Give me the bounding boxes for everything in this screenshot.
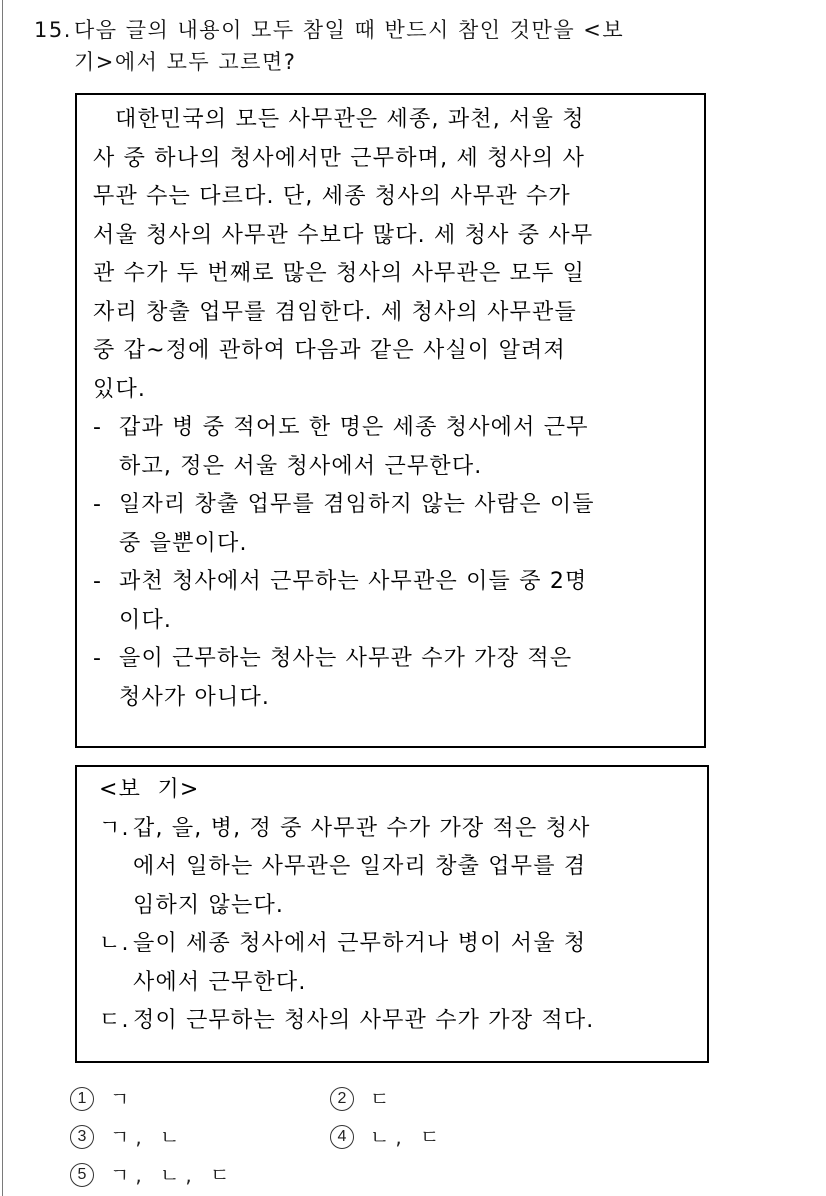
choice-text: ㄱ, ㄴ <box>110 1125 186 1149</box>
answer-choices <box>70 1080 590 1194</box>
bogi-item-giyeok <box>99 810 695 926</box>
passage-box <box>75 93 706 748</box>
dash-bullet: - <box>93 415 103 440</box>
bogi-line: 갑, 을, 병, 정 중 사무관 수가 가장 적은 청사 <box>133 815 591 841</box>
passage-fact-4 <box>93 640 691 717</box>
bogi-line: 을이 세종 청사에서 근무하거나 병이 서울 청 <box>133 931 587 956</box>
fact-line: 하고, 정은 서울 청사에서 근무한다. <box>119 453 483 479</box>
circled-number-icon: 5 <box>70 1163 94 1187</box>
passage-line: 있다. <box>93 376 147 402</box>
fact-line: 과천 청사에서 근무하는 사무관은 이들 중 2명 <box>119 569 588 594</box>
bogi-box <box>75 765 709 1063</box>
choice-1[interactable] <box>70 1080 330 1118</box>
bogi-line: 임하지 않는다. <box>133 892 285 918</box>
bogi-title: <보 기> <box>99 777 200 802</box>
choice-4[interactable] <box>330 1118 590 1156</box>
choice-text: ㄷ <box>370 1087 396 1111</box>
circled-number-icon: 1 <box>70 1087 94 1111</box>
circled-number-icon: 4 <box>330 1125 354 1149</box>
passage-intro <box>93 101 691 409</box>
passage-fact-2 <box>93 486 691 563</box>
fact-line: 이다. <box>119 607 173 633</box>
fact-line: 을이 근무하는 청사는 사무관 수가 가장 적은 <box>119 646 573 671</box>
choice-text: ㄴ, ㄷ <box>370 1125 446 1149</box>
fact-line: 중 을뿐이다. <box>119 530 248 556</box>
question-stem <box>34 14 754 78</box>
circled-number-icon: 3 <box>70 1125 94 1149</box>
fact-line: 청사가 아니다. <box>119 684 271 710</box>
choice-3[interactable] <box>70 1118 330 1156</box>
bogi-item-nieun <box>99 925 695 1002</box>
question-line-1 <box>34 14 754 46</box>
circled-number-icon: 2 <box>330 1087 354 1111</box>
passage-line: 사 중 하나의 청사에서만 근무하며, 세 청사의 사 <box>93 145 586 171</box>
question-number: 15. <box>34 18 72 42</box>
bogi-line: 사에서 근무한다. <box>133 969 307 995</box>
choice-2[interactable] <box>330 1080 590 1118</box>
choice-text: ㄱ, ㄴ, ㄷ <box>110 1163 236 1187</box>
passage-fact-1 <box>93 409 691 486</box>
choice-5[interactable] <box>70 1156 355 1194</box>
bogi-marker: ㄴ. <box>99 931 130 956</box>
dash-bullet: - <box>93 492 103 517</box>
choice-text: ㄱ <box>110 1087 136 1111</box>
page-left-rule <box>2 0 3 1196</box>
bogi-marker: ㄱ. <box>99 815 130 841</box>
question-text-line-2: 기>에서 모두 고르면? <box>74 50 297 74</box>
passage-line: 관 수가 두 번째로 많은 청사의 사무관은 모두 일 <box>93 261 586 286</box>
passage <box>93 101 691 717</box>
bogi-line: 에서 일하는 사무관은 일자리 창출 업무를 겸 <box>133 854 587 879</box>
question-text-line-1: 다음 글의 내용이 모두 참일 때 반드시 참인 것만을 <보 <box>74 18 625 42</box>
passage-line: 대한민국의 모든 사무관은 세종, 과천, 서울 청 <box>115 107 585 132</box>
dash-bullet: - <box>93 569 103 594</box>
passage-fact-3 <box>93 563 691 640</box>
bogi-item-digeut <box>99 1002 695 1041</box>
dash-bullet: - <box>93 646 103 671</box>
passage-line: 자리 창출 업무를 겸임한다. 세 청사의 사무관들 <box>93 299 577 325</box>
bogi-marker: ㄷ. <box>99 1008 130 1033</box>
fact-line: 갑과 병 중 적어도 한 명은 세종 청사에서 근무 <box>119 415 589 440</box>
passage-line: 서울 청사의 사무관 수보다 많다. 세 청사 중 사무 <box>93 222 594 248</box>
bogi-line: 정이 근무하는 청사의 사무관 수가 가장 적다. <box>133 1008 595 1033</box>
bogi <box>99 771 695 1041</box>
passage-line: 중 갑~정에 관하여 다음과 같은 사실이 알려져 <box>93 338 566 363</box>
passage-line: 무관 수는 다르다. 단, 세종 청사의 사무관 수가 <box>93 184 571 209</box>
fact-line: 일자리 창출 업무를 겸임하지 않는 사람은 이들 <box>119 492 595 517</box>
